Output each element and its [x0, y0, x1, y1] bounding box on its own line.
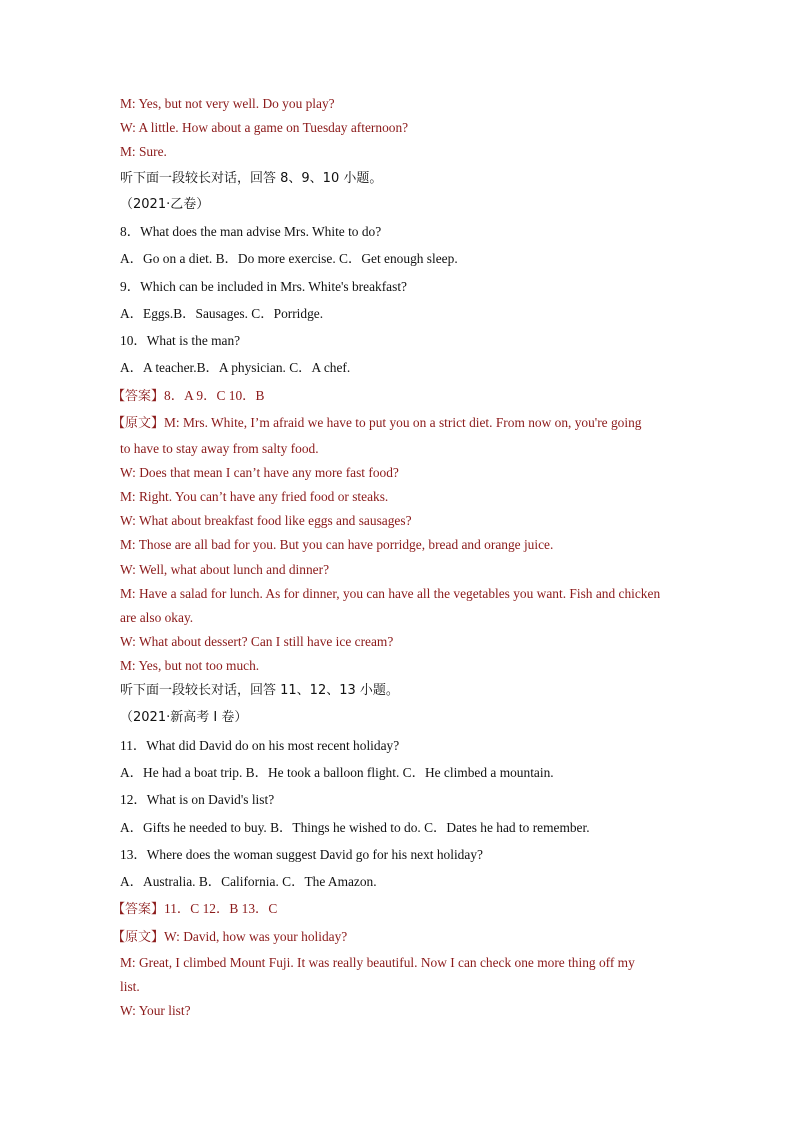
transcript-line: are also okay. [120, 610, 194, 625]
answer-line [112, 901, 672, 918]
answer-text: 8．A 9．C 10．B [164, 388, 265, 403]
options-12: A．Gifts he needed to buy. B．Things he wished to do. C．Dates he had to remember. [120, 820, 590, 835]
transcript-line: W: Does that mean I can’t have any more fast food? [120, 465, 399, 480]
answer-label: 【答案】 [112, 389, 165, 404]
options-9: A．Eggs.B．Sausages. C．Porridge. [120, 306, 324, 321]
question-10: 10．What is the man? [120, 333, 241, 348]
transcript-line: M: Have a salad for lunch. As for dinner, you can have all the vegetables you want. Fish and chicken [120, 586, 661, 601]
options-11: A．He had a boat trip. B．He took a balloon flight. C．He climbed a mountain. [120, 765, 554, 780]
transcript-line: W: What about breakfast food like eggs and sausages? [120, 513, 412, 528]
transcript-line: M: Yes, but not too much. [120, 658, 260, 673]
answer-label: 【答案】 [112, 902, 165, 917]
options-8: A．Go on a diet. B．Do more exercise. C．Get enough sleep. [120, 251, 458, 266]
answer-text: 11．C 12．B 13．C [164, 901, 278, 916]
answer-line [112, 388, 672, 405]
dialogue-line: M: Sure. [120, 144, 167, 159]
question-13: 13．Where does the woman suggest David go for his next holiday? [120, 847, 483, 862]
dialogue-line: W: A little. How about a game on Tuesday afternoon? [120, 120, 409, 135]
transcript-text: W: David, how was your holiday? [164, 929, 348, 944]
transcript-text: M: Mrs. White, I’m afraid we have to put you on a strict diet. From now on, you're going [164, 415, 642, 430]
section-source: （2021·乙卷） [120, 197, 210, 212]
transcript-line: M: Great, I climbed Mount Fuji. It was really beautiful. Now I can check one more thing off my [120, 955, 635, 970]
section-source: （2021·新高考 I 卷） [120, 710, 248, 725]
section-instruction: 听下面一段较长对话，回答 8、9、10 小题。 [120, 171, 383, 186]
options-10: A．A teacher.B．A physician. C．A chef. [120, 360, 351, 375]
transcript-line: to have to stay away from salty food. [120, 441, 319, 456]
question-9: 9．Which can be included in Mrs. White's breakfast? [120, 279, 407, 294]
section-instruction: 听下面一段较长对话，回答 11、12、13 小题。 [120, 683, 399, 698]
transcript-first-line [112, 415, 672, 432]
transcript-line: W: Your list? [120, 1003, 191, 1018]
dialogue-line: M: Yes, but not very well. Do you play? [120, 96, 335, 111]
transcript-line: list. [120, 979, 140, 994]
question-12: 12．What is on David's list? [120, 792, 275, 807]
question-11: 11．What did David do on his most recent holiday? [120, 738, 400, 753]
transcript-label: 【原文】 [112, 930, 165, 945]
options-13: A．Australia. B．California. C．The Amazon. [120, 874, 377, 889]
transcript-label: 【原文】 [112, 416, 165, 431]
transcript-line: M: Those are all bad for you. But you can have porridge, bread and orange juice. [120, 537, 554, 552]
transcript-line: W: What about dessert? Can I still have ice cream? [120, 634, 394, 649]
transcript-first-line [112, 929, 672, 946]
question-8: 8．What does the man advise Mrs. White to do? [120, 224, 382, 239]
transcript-line: W: Well, what about lunch and dinner? [120, 562, 330, 577]
transcript-line: M: Right. You can’t have any fried food or steaks. [120, 489, 389, 504]
